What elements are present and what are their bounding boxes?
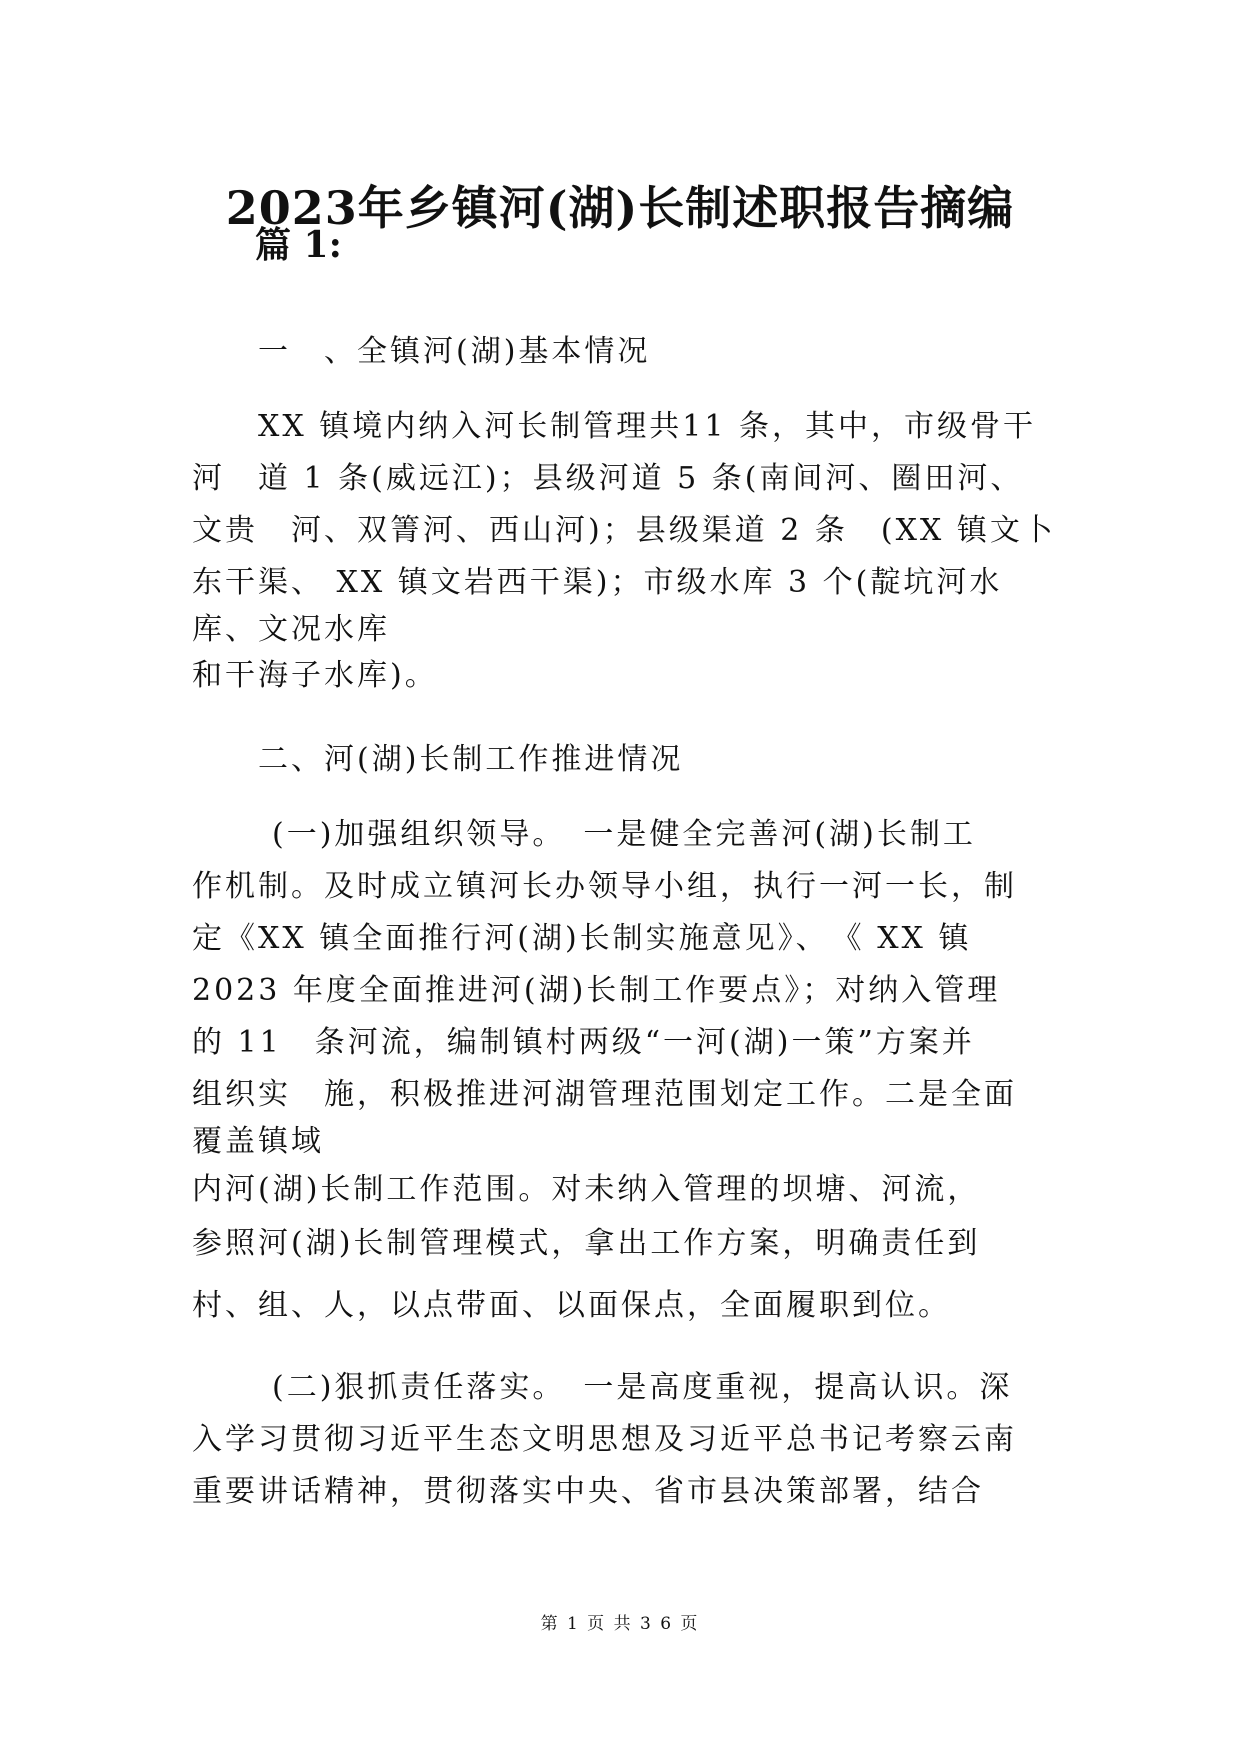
paragraph-line: 库、文况水库 bbox=[192, 612, 390, 647]
paragraph-line: (二)狠抓责任落实。 一是高度重视，提高认识。深 bbox=[272, 1370, 1013, 1405]
section-subtitle: 篇 1: bbox=[255, 224, 342, 266]
paragraph-line: 内河(湖)长制工作范围。对未纳入管理的坝塘、河流， bbox=[192, 1172, 981, 1207]
paragraph-line: 文贵 河、双箐河、西山河)；县级渠道 2 条 (XX 镇文卜 bbox=[192, 513, 1056, 548]
paragraph-line: 参照河(湖)长制管理模式，拿出工作方案，明确责任到 bbox=[192, 1226, 981, 1261]
document-title: 2023年乡镇河(湖)长制述职报告摘编 bbox=[225, 181, 1015, 235]
heading-1: 一 、全镇河(湖)基本情况 bbox=[258, 334, 651, 369]
paragraph-line: 的 11 条河流，编制镇村两级“一河(湖)一策”方案并 bbox=[192, 1025, 975, 1060]
page-footer: 第 1 页 共 3 6 页 bbox=[540, 1614, 700, 1634]
paragraph-line: 入学习贯彻习近平生态文明思想及习近平总书记考察云南 bbox=[192, 1422, 1017, 1457]
paragraph-line: 2023 年度全面推进河(湖)长制工作要点》；对纳入管理 bbox=[192, 973, 1001, 1008]
heading-2: 二、河(湖)长制工作推进情况 bbox=[258, 742, 684, 777]
paragraph-line: 定《XX 镇全面推行河(湖)长制实施意见》、 《 XX 镇 bbox=[192, 921, 972, 956]
paragraph-line: 河 道 1 条(威远江)；县级河道 5 条(南间河、圈田河、 bbox=[192, 461, 1024, 496]
paragraph-line: 作机制。及时成立镇河长办领导小组，执行一河一长，制 bbox=[192, 869, 1017, 904]
paragraph-line: XX 镇境内纳入河长制管理共11 条，其中，市级骨干 bbox=[258, 409, 1036, 444]
paragraph-line: 覆盖镇域 bbox=[192, 1124, 324, 1159]
paragraph-line: (一)加强组织领导。 一是健全完善河(湖)长制工 bbox=[272, 817, 976, 852]
paragraph-line: 组织实 施，积极推进河湖管理范围划定工作。二是全面 bbox=[192, 1077, 1017, 1112]
paragraph-line: 和干海子水库)。 bbox=[192, 658, 438, 693]
paragraph-line: 东干渠、 XX 镇文岩西干渠)；市级水库 3 个(靛坑河水 bbox=[192, 565, 1003, 600]
paragraph-line: 村、组、人，以点带面、以面保点，全面履职到位。 bbox=[192, 1288, 951, 1323]
paragraph-line: 重要讲话精神，贯彻落实中央、省市县决策部署，结合 bbox=[192, 1474, 984, 1509]
